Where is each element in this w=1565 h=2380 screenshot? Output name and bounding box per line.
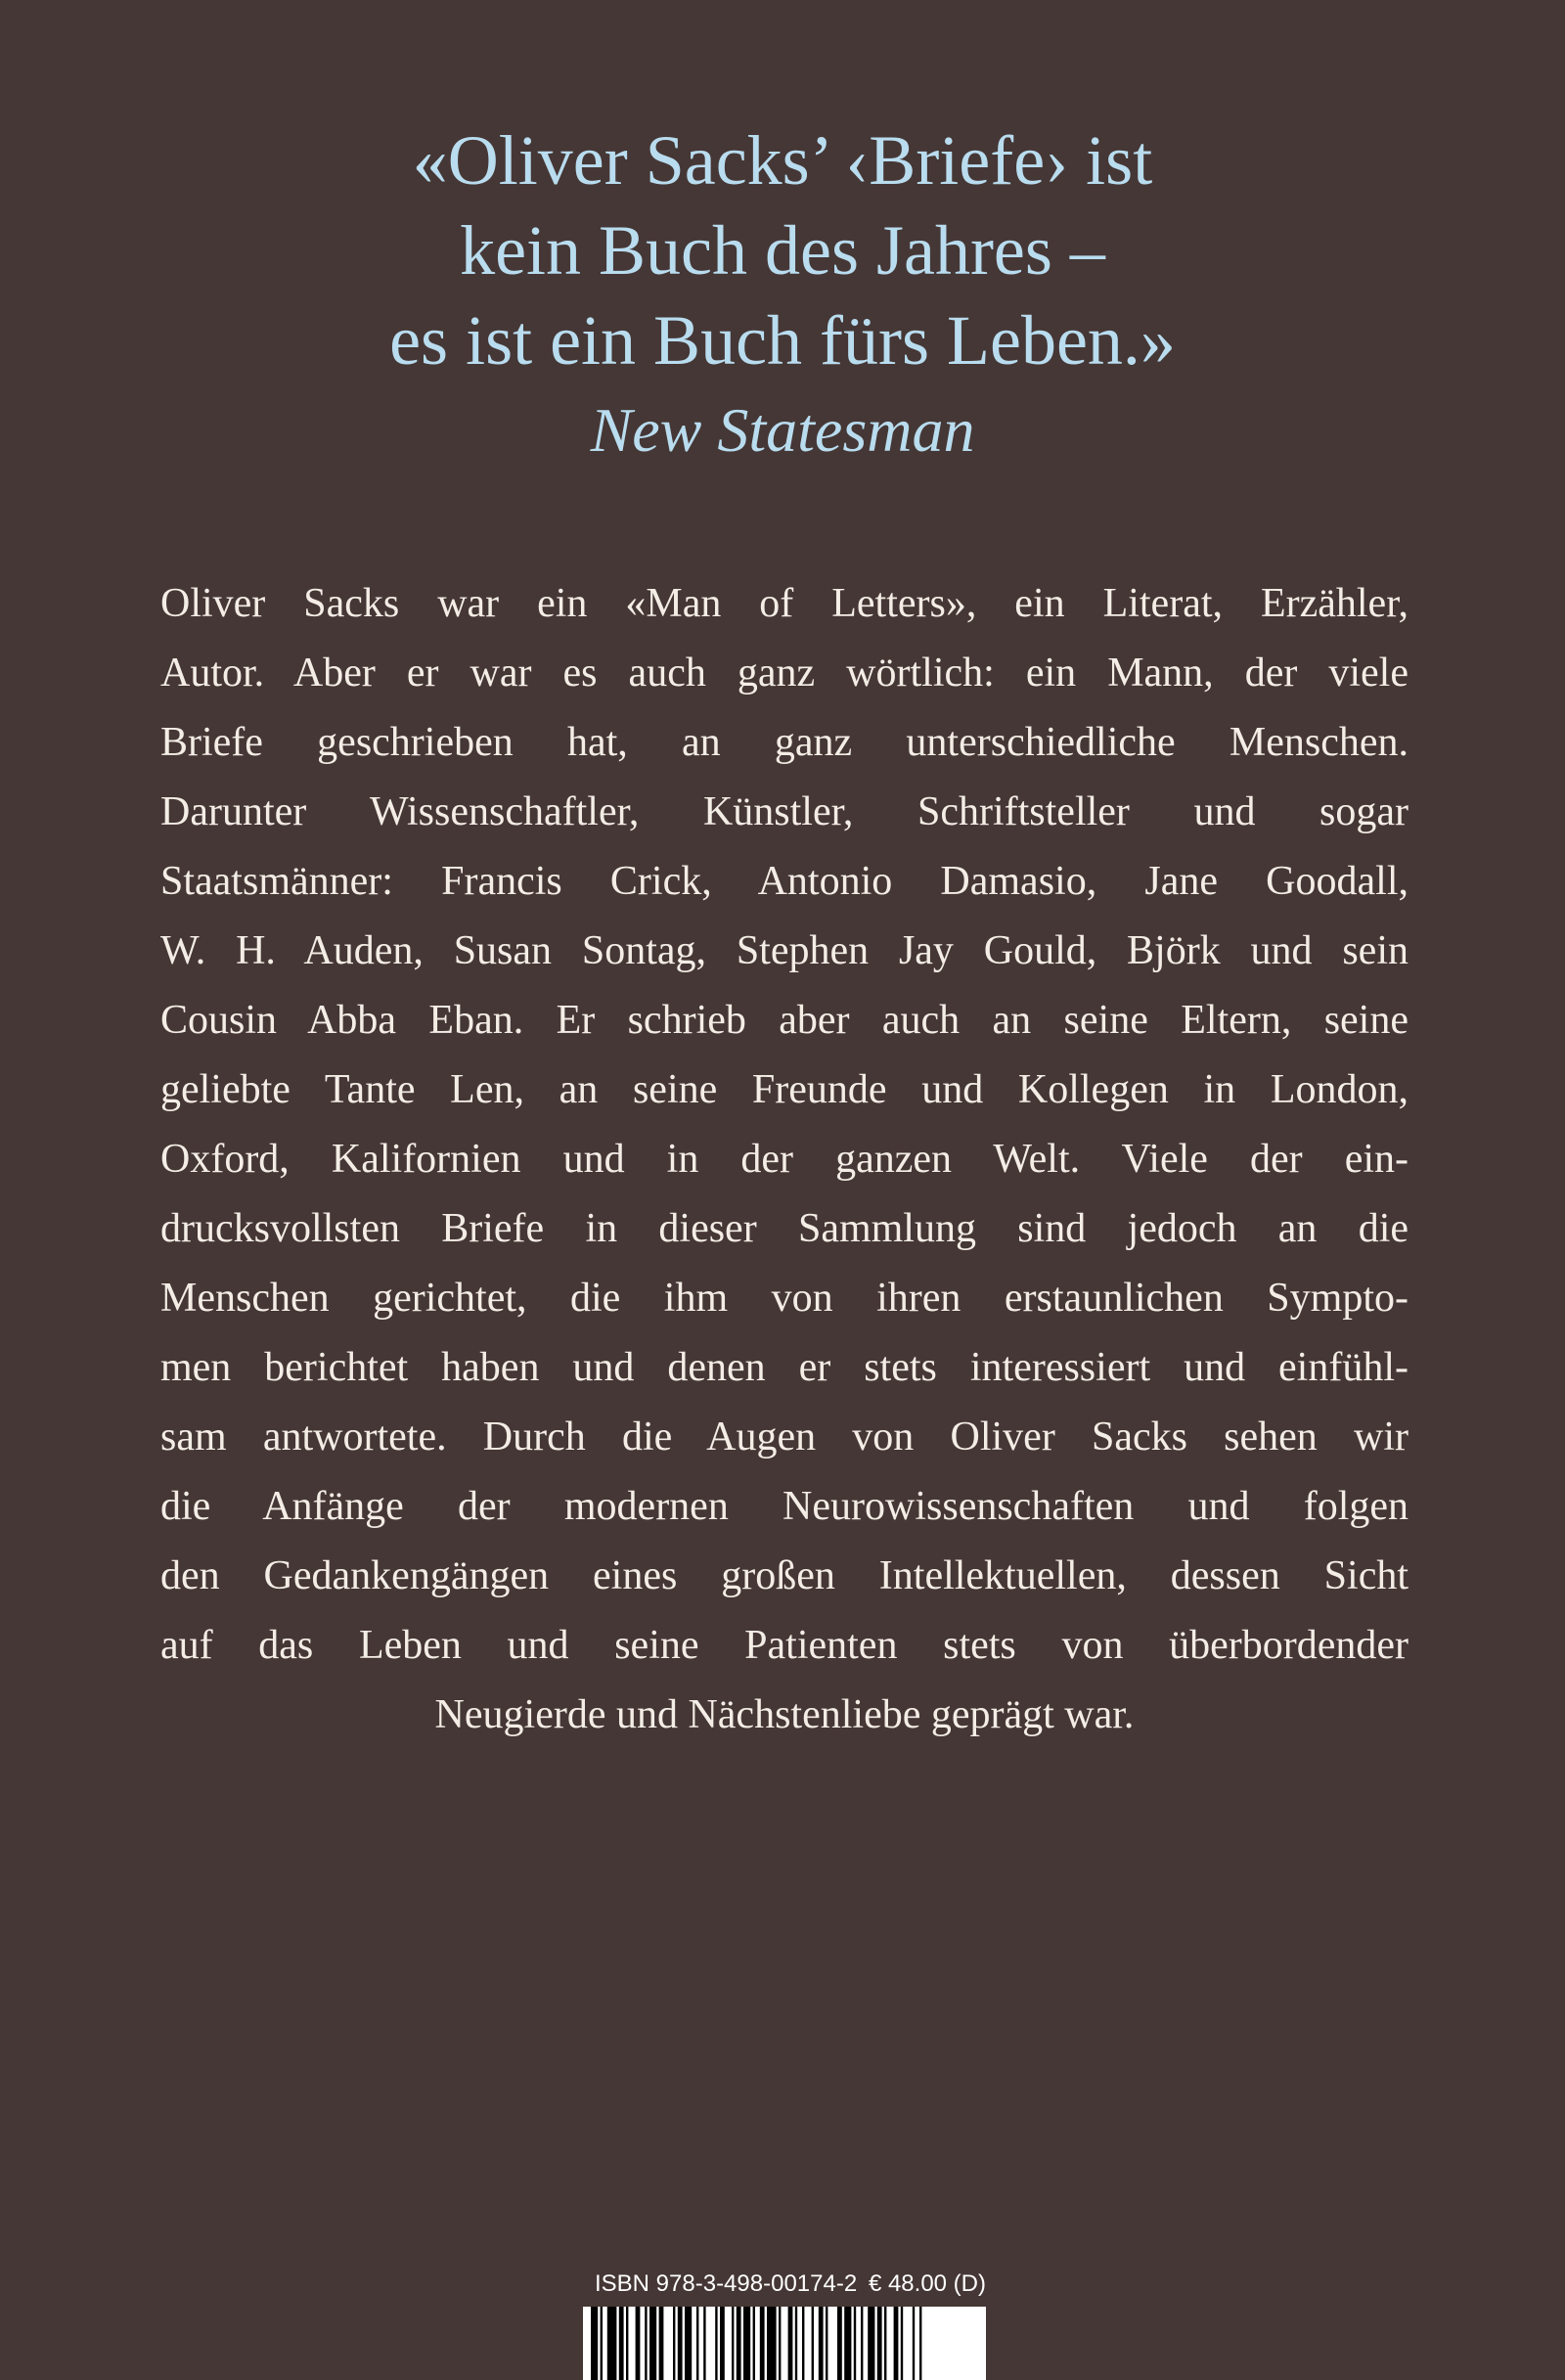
barcode-bar xyxy=(861,2307,863,2380)
quote-source: New Statesman xyxy=(590,395,975,465)
price-label: € 48.00 (D) xyxy=(868,2270,986,2297)
barcode-bar xyxy=(826,2307,827,2380)
cover-quote xyxy=(0,115,1565,475)
barcode-bar xyxy=(636,2307,641,2380)
blurb-line: Neugierde und Nächstenliebe geprägt war. xyxy=(434,1692,1135,1737)
barcode-bar xyxy=(884,2307,886,2380)
barcode-bar xyxy=(913,2307,915,2380)
barcode-bar xyxy=(703,2307,705,2380)
barcode-bar xyxy=(877,2307,882,2380)
blurb-line: sam antwortete. Durch die Augen von Oliver Sacks sehen wir xyxy=(160,1415,1408,1459)
blurb-line: Menschen gerichtet, die ihm von ihren erstaunlichen Sympto- xyxy=(160,1276,1408,1321)
barcode-bar xyxy=(753,2307,755,2380)
blurb-line: Oxford, Kalifornien und in der ganzen Welt. Viele der ein- xyxy=(160,1137,1408,1182)
isbn-price-row xyxy=(595,2268,986,2301)
barcode-bar xyxy=(779,2307,781,2380)
barcode-bar xyxy=(732,2307,734,2380)
blurb-line: geliebte Tante Len, an seine Freunde und Kollegen in London, xyxy=(160,1067,1408,1112)
barcode-bar xyxy=(685,2307,692,2380)
barcode-bar xyxy=(894,2307,899,2380)
blurb-line: drucksvollsten Briefe in dieser Sammlung sind jedoch an die xyxy=(160,1206,1408,1251)
barcode-bar xyxy=(868,2307,874,2380)
barcode xyxy=(583,2307,986,2380)
quote-line-2: kein Buch des Jahres – xyxy=(460,211,1105,290)
barcode-bar xyxy=(812,2307,814,2380)
barcode-bar xyxy=(715,2307,717,2380)
blurb-line: Autor. Aber er war es auch ganz wörtlich: ein Mann, der viele xyxy=(160,651,1408,696)
barcode-bar xyxy=(673,2307,675,2380)
blurb-line: Cousin Abba Eban. Er schrieb aber auch an seine Eltern, seine xyxy=(160,998,1408,1043)
barcode-bar xyxy=(795,2307,797,2380)
barcode-bar xyxy=(919,2307,921,2380)
blurb-line: Staatsmänner: Francis Crick, Antonio Damasio, Jane Goodall, xyxy=(160,859,1408,904)
blurb-line: die Anfänge der modernen Neurowissenschaften und folgen xyxy=(160,1484,1408,1529)
barcode-bar xyxy=(626,2307,628,2380)
barcode-bar xyxy=(767,2307,777,2380)
barcode-bar xyxy=(844,2307,851,2380)
barcode-bar xyxy=(591,2307,598,2380)
blurb-line: W. H. Auden, Susan Sontag, Stephen Jay Gould, Björk und sein xyxy=(160,928,1408,973)
barcode-bar xyxy=(645,2307,647,2380)
barcode-bar xyxy=(802,2307,804,2380)
barcode-bar xyxy=(819,2307,824,2380)
barcode-bar xyxy=(901,2307,903,2380)
blurb-line: men berichtet haben und denen er stets interessiert und einfühl- xyxy=(160,1345,1408,1390)
barcode-bar xyxy=(743,2307,750,2380)
blurb-line: den Gedankengängen eines großen Intellektuellen, dessen Sicht xyxy=(160,1553,1408,1598)
blurb-line: Oliver Sacks war ein «Man of Letters», ein Literat, Erzähler, xyxy=(160,581,1408,626)
barcode-bar xyxy=(837,2307,842,2380)
blurb-line: auf das Leben und seine Patienten stets von überbordender xyxy=(160,1623,1408,1668)
barcode-bar xyxy=(854,2307,856,2380)
quote-line-1: «Oliver Sacks’ ‹Briefe› ist xyxy=(412,121,1153,200)
barcode-bar xyxy=(607,2307,617,2380)
isbn-number: ISBN 978-3-498-00174-2 xyxy=(595,2270,858,2297)
barcode-icon xyxy=(583,2307,986,2380)
blurb-text xyxy=(160,569,1408,1750)
barcode-bar xyxy=(760,2307,765,2380)
blurb-line: Darunter Wissenschaftler, Künstler, Schriftsteller und sogar xyxy=(160,789,1408,834)
blurb-line: Briefe geschrieben hat, an ganz unterschiedliche Menschen. xyxy=(160,720,1408,765)
barcode-bar xyxy=(678,2307,683,2380)
barcode-bar xyxy=(720,2307,725,2380)
quote-line-3: es ist ein Buch fürs Leben.» xyxy=(389,301,1176,380)
barcode-bar xyxy=(788,2307,793,2380)
barcode-bar xyxy=(601,2307,603,2380)
barcode-bar xyxy=(619,2307,624,2380)
barcode-bar xyxy=(649,2307,656,2380)
barcode-bar xyxy=(659,2307,664,2380)
barcode-bar xyxy=(737,2307,741,2380)
barcode-bar xyxy=(696,2307,698,2380)
